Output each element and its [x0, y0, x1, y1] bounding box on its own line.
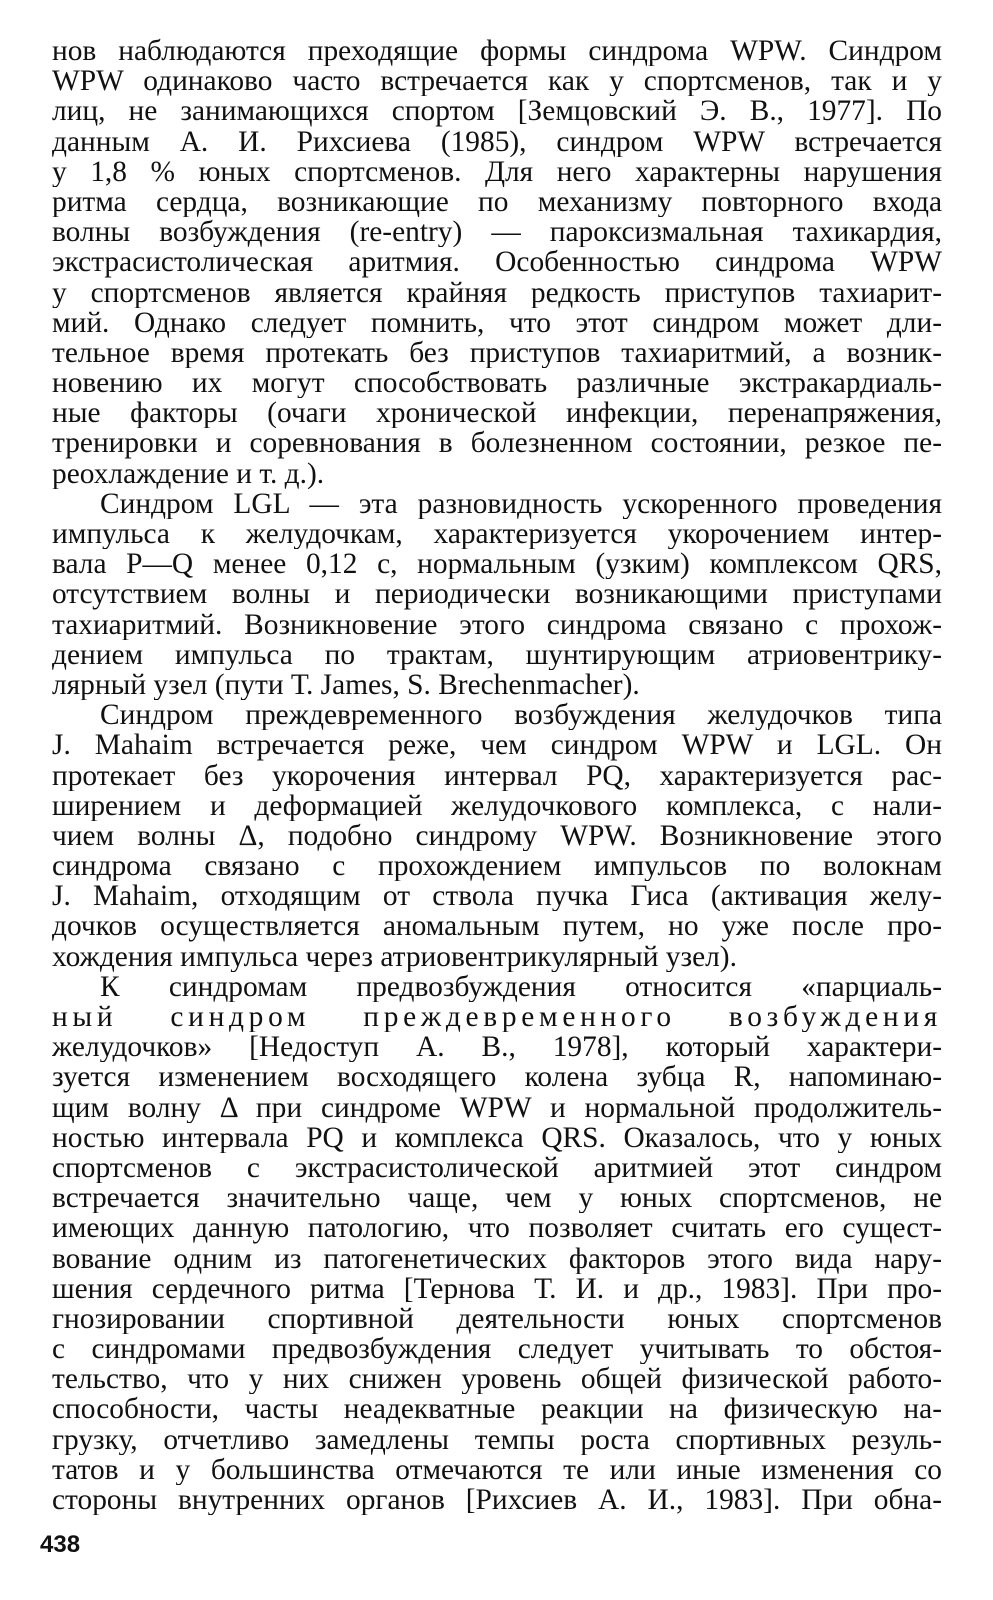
- text-line: желудочков» [Недоступ А. В., 1978], который характери-: [52, 1032, 942, 1063]
- text-line: спортсменов с экстрасистолической аритмией этот синдром: [52, 1152, 942, 1184]
- text-line: синдрома связано с прохождением импульсов по волокнам: [52, 851, 942, 882]
- text-line: грузку, отчетливо замедлены темпы роста спортивных резуль-: [52, 1424, 942, 1455]
- text-line: ные факторы (очаги хронической инфекции, перенапряжения,: [52, 398, 942, 429]
- text-line: способности, часты неадекватные реакции на физическую на-: [52, 1394, 942, 1425]
- text-line: данным А. И. Рихсиева (1985), синдром WPW встречается: [52, 126, 942, 157]
- text-line: К синдромам предвозбуждения относится «парциаль-: [100, 971, 942, 1002]
- text-line: Синдром LGL — эта разновидность ускоренного проведения: [100, 488, 942, 519]
- text-line: лярный узел (пути Т. James, S. Brechenmacher).: [52, 669, 640, 701]
- text-line: тельное время протекать без приступов тахиаритмий, а возник-: [52, 337, 942, 369]
- text-line: шения сердечного ритма [Тернова Т. И. и др., 1983]. При про-: [52, 1273, 942, 1304]
- text-line: татов и у большинства отмечаются те или иные изменения со: [52, 1454, 942, 1485]
- text-line: импульса к желудочкам, характеризуется укорочением интер-: [52, 519, 942, 550]
- text-line: щим волну Δ при синдроме WPW и нормальной продолжитель-: [52, 1092, 942, 1123]
- text-line: WPW одинаково часто встречается как у спортсменов, так и у: [52, 66, 942, 97]
- page-body: [52, 36, 942, 1515]
- text-line: реохлаждение и т. д.).: [52, 458, 325, 489]
- text-line: тахиаритмий. Возникновение этого синдрома связано с прохож-: [52, 609, 942, 640]
- page-number: 438: [40, 1531, 81, 1558]
- text-line: имеющих данную патологию, что позволяет считать его сущест-: [52, 1213, 942, 1244]
- text-line: тельство, что у них снижен уровень общей физической работо-: [52, 1364, 942, 1395]
- text-line: хождения импульса через атриовентрикулярный узел).: [52, 941, 737, 972]
- text-line: чием волны Δ, подобно синдрому WPW. Возникновение этого: [52, 820, 942, 852]
- text-line: ширением и деформацией желудочкового комплекса, с нали-: [52, 790, 942, 821]
- paragraph-partial-syndrome: [52, 972, 942, 1515]
- text-line: ритма сердца, возникающие по механизму повторного входа: [52, 186, 942, 218]
- text-line: экстрасистолическая аритмия. Особенностью синдрома WPW: [52, 247, 942, 278]
- text-line: J. Mahaim, отходящим от ствола пучка Гиса (активация желу-: [52, 881, 942, 912]
- text-line: новению их могут способствовать различные экстракардиаль-: [52, 368, 942, 399]
- text-line: волны возбуждения (re-entry) — пароксизмальная тахикардия,: [52, 217, 942, 248]
- text-line: у 1,8 % юных спортсменов. Для него характерны нарушения: [52, 156, 942, 187]
- paragraph-wpw: [52, 36, 942, 489]
- text-line: протекает без укорочения интервал PQ, характеризуется рас-: [52, 760, 942, 791]
- text-line: нов наблюдаются преходящие формы синдрома WPW. Синдром: [52, 36, 942, 67]
- text-line: с синдромами предвозбуждения следует учитывать то обстоя-: [52, 1334, 942, 1365]
- text-line: дением импульса по трактам, шунтирующим атриовентрику-: [52, 639, 942, 670]
- text-line: у спортсменов является крайняя редкость приступов тахиарит-: [52, 277, 942, 308]
- text-line: гнозировании спортивной деятельности юных спортсменов: [52, 1303, 942, 1335]
- text-line: ный синдром преждевременного возбуждения: [52, 1002, 942, 1033]
- text-line: вование одним из патогенетических факторов этого вида нару-: [52, 1243, 942, 1274]
- text-line: мий. Однако следует помнить, что этот синдром может дли-: [52, 307, 942, 338]
- text-line: зуется изменением восходящего колена зубца R, напоминаю-: [52, 1062, 942, 1093]
- text-line: отсутствием волны и периодически возникающими приступами: [52, 579, 942, 610]
- text-line: вала P—Q менее 0,12 с, нормальным (узким) комплексом QRS,: [52, 549, 942, 580]
- text-line: тренировки и соревнования в болезненном состоянии, резкое пе-: [52, 428, 942, 459]
- paragraph-mahaim: [52, 700, 942, 972]
- text-line: лиц, не занимающихся спортом [Земцовский Э. В., 1977]. По: [52, 96, 942, 127]
- text-line: J. Mahaim встречается реже, чем синдром WPW и LGL. Он: [52, 730, 942, 761]
- text-line: дочков осуществляется аномальным путем, но уже после про-: [52, 911, 942, 942]
- paragraph-lgl: [52, 489, 942, 700]
- text-line: Синдром преждевременного возбуждения желудочков типа: [100, 700, 942, 731]
- text-line: ностью интервала PQ и комплекса QRS. Оказалось, что у юных: [52, 1122, 942, 1153]
- text-line: встречается значительно чаще, чем у юных спортсменов, не: [52, 1183, 942, 1214]
- text-line: стороны внутренних органов [Рихсиев А. И., 1983]. При обна-: [52, 1485, 942, 1516]
